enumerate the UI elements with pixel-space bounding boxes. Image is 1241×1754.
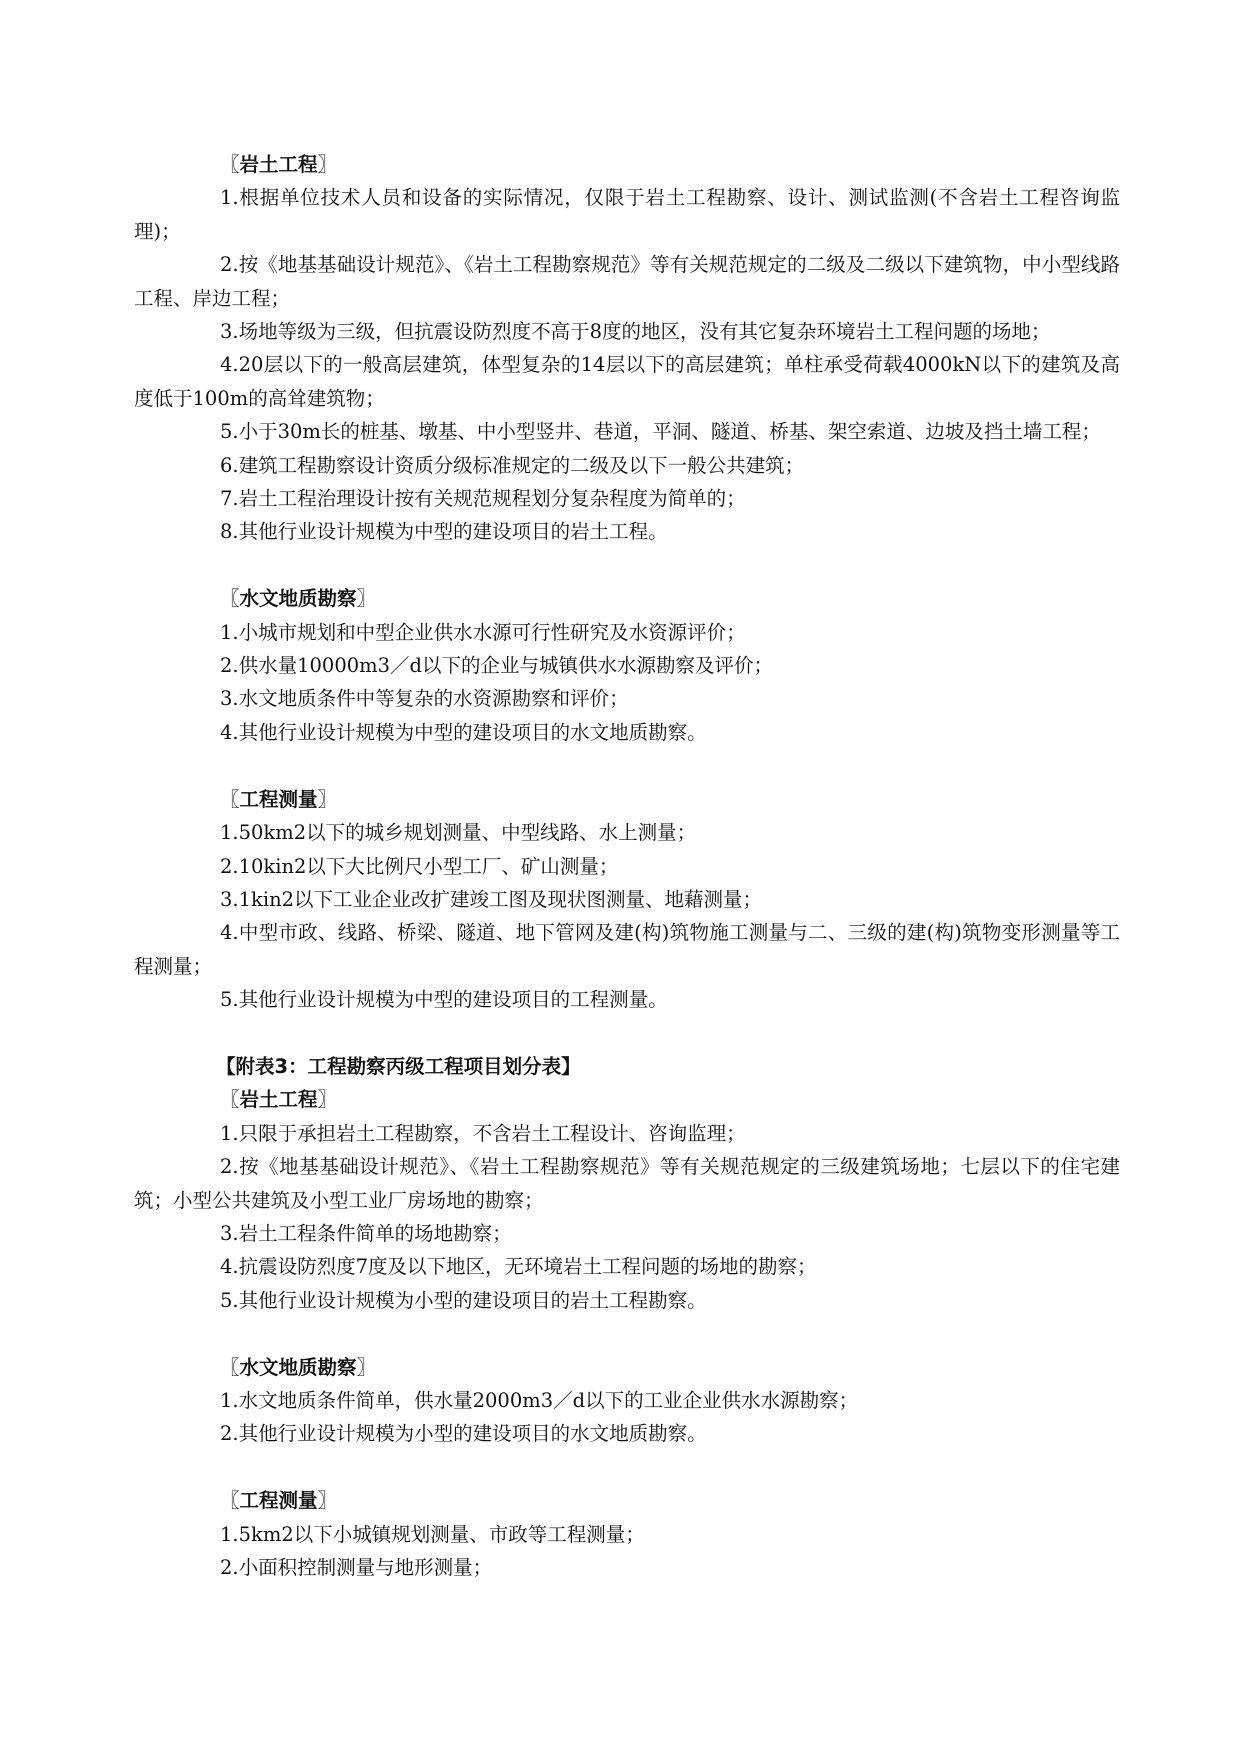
list-item: 1.根据单位技术人员和设备的实际情况，仅限于岩土工程勘察、设计、测试监测(不含岩土工程咨询监理)； xyxy=(134,186,1120,243)
list-item: 5.其他行业设计规模为中型的建设项目的工程测量。 xyxy=(220,988,668,1012)
list-item: 4.中型市政、线路、桥梁、隧道、地下管网及建(构)筑物施工测量与二、三级的建(构)筑物变形测量等工程测量； xyxy=(134,921,1120,978)
document-page xyxy=(134,148,1120,1584)
list-item: 3.场地等级为三级，但抗震设防烈度不高于8度的地区，没有其它复杂环境岩土工程问题的场地； xyxy=(220,320,1051,344)
spacer xyxy=(134,1317,1120,1350)
list-item: 1.小城市规划和中型企业供水水源可行性研究及水资源评价； xyxy=(220,620,746,644)
list-item: 2.按《地基基础设计规范》、《岩土工程勘察规范》等有关规范规定的三级建筑场地；七层以下的住宅建筑；小型公共建筑及小型工业厂房场地的勘察； xyxy=(134,1155,1120,1212)
list-item: 4.20层以下的一般高层建筑，体型复杂的14层以下的高层建筑；单柱承受荷载4000kN以下的建筑及高度低于100m的高耸建筑物； xyxy=(134,353,1120,410)
list-item: 6.建筑工程勘察设计资质分级标准规定的二级及以下一般公共建筑； xyxy=(220,453,805,477)
list-item: 7.岩土工程治理设计按有关规范规程划分复杂程度为简单的； xyxy=(220,487,746,511)
list-item: 5.小于30m长的桩基、墩基、中小型竖井、巷道，平洞、隧道、桥基、架空索道、边坡及挡土墙工程； xyxy=(220,420,1101,444)
list-item: 1.只限于承担岩土工程勘察，不含岩土工程设计、咨询监理； xyxy=(220,1121,746,1145)
list-item: 1.5km2以下小城镇规划测量、市政等工程测量； xyxy=(220,1522,645,1546)
section-heading-geotechnical-c: 〖岩土工程〗 xyxy=(220,1088,338,1112)
list-item: 3.1kin2以下工业企业改扩建竣工图及现状图测量、地藉测量； xyxy=(220,887,763,911)
section-heading-geotechnical: 〖岩土工程〗 xyxy=(220,153,338,176)
list-item: 3.岩土工程条件简单的场地勘察； xyxy=(220,1221,512,1245)
list-item: 2.10kin2以下大比例尺小型工厂、矿山测量； xyxy=(220,854,619,878)
spacer xyxy=(134,1017,1120,1050)
spacer xyxy=(134,1451,1120,1484)
list-item: 2.供水量10000m3／d以下的企业与城镇供水水源勘察及评价； xyxy=(220,654,774,678)
list-item: 1.50km2以下的城乡规划测量、中型线路、水上测量； xyxy=(220,821,697,845)
section-heading-surveying: 〖工程测量〗 xyxy=(220,787,338,811)
list-item: 8.其他行业设计规模为中型的建设项目的岩土工程。 xyxy=(220,520,668,544)
section-heading-hydrogeology-c: 〖水文地质勘察〗 xyxy=(220,1355,377,1379)
section-heading-surveying-c: 〖工程测量〗 xyxy=(220,1489,338,1513)
list-item: 2.其他行业设计规模为小型的建设项目的水文地质勘察。 xyxy=(220,1422,707,1446)
section-heading-hydrogeology: 〖水文地质勘察〗 xyxy=(220,587,377,611)
list-item: 4.抗震设防烈度7度及以下地区，无环境岩土工程问题的场地的勘察； xyxy=(220,1255,817,1279)
list-item: 3.水文地质条件中等复杂的水资源勘察和评价； xyxy=(220,687,629,711)
list-item: 2.按《地基基础设计规范》、《岩土工程勘察规范》等有关规范规定的二级及二级以下建筑物，中小型线路工程、岸边工程； xyxy=(134,253,1120,310)
list-item: 1.水文地质条件简单，供水量2000m3／d以下的工业企业供水水源勘察； xyxy=(220,1388,859,1412)
spacer xyxy=(134,749,1120,782)
list-item: 2.小面积控制测量与地形测量； xyxy=(220,1555,493,1579)
annex-title: 【附表3：工程勘察丙级工程项目划分表】 xyxy=(216,1054,581,1078)
list-item: 4.其他行业设计规模为中型的建设项目的水文地质勘察。 xyxy=(220,720,707,744)
spacer xyxy=(134,549,1120,582)
list-item: 5.其他行业设计规模为小型的建设项目的岩土工程勘察。 xyxy=(220,1288,707,1312)
